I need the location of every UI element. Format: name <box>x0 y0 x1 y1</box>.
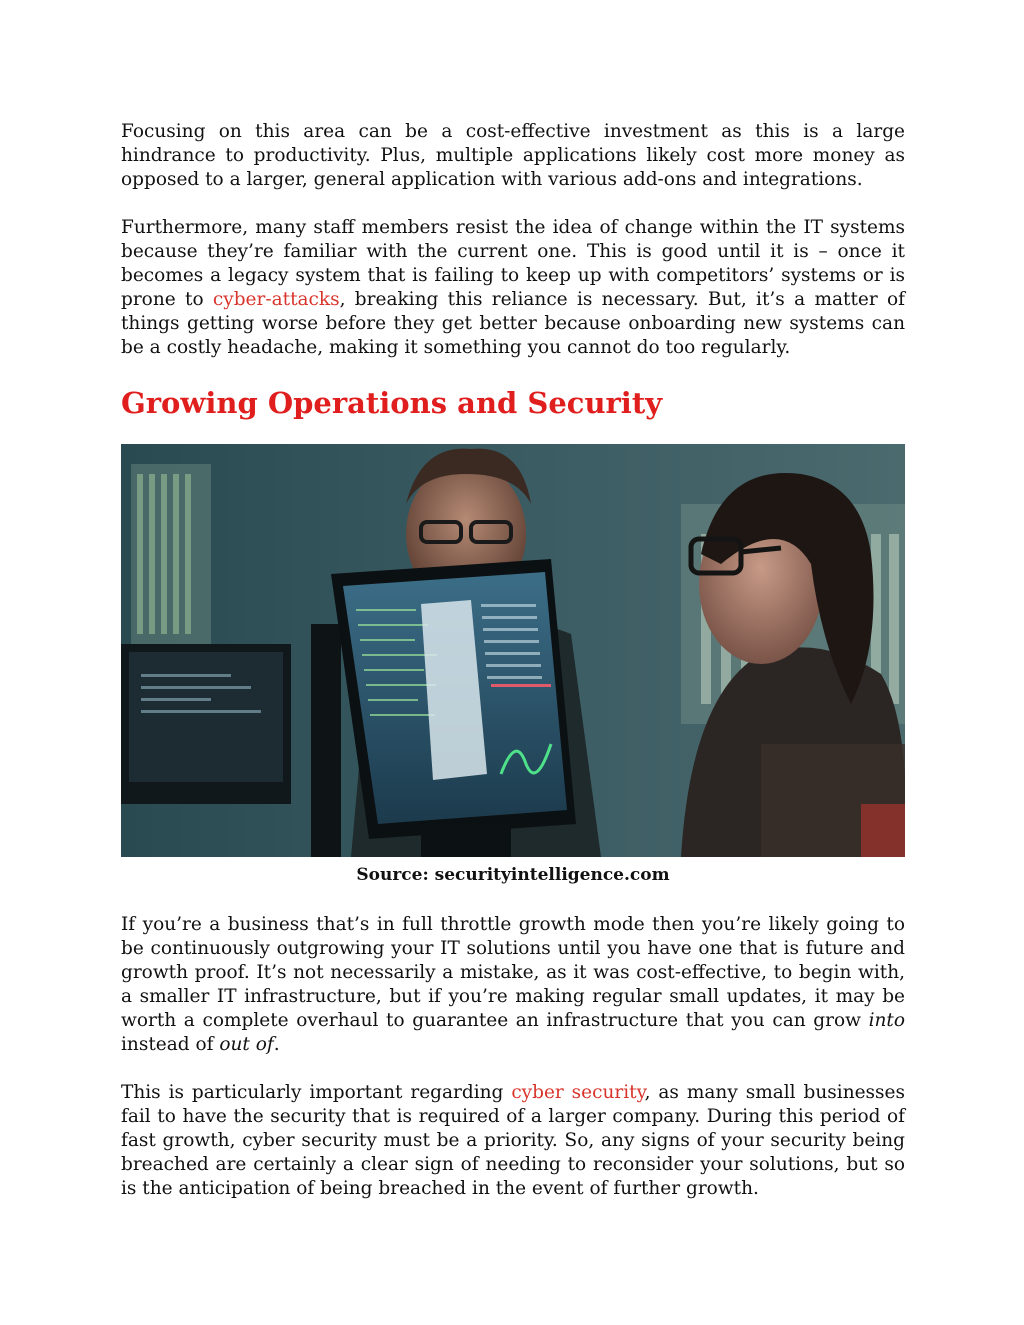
paragraph-growth-text-start: If you’re a business that’s in full throttle growth mode then you’re likely going to be continuously outgrowing your IT solutions until you have one that is future and growth proof. It’s not necessarily a mistake, as it was cost-effective, to begin with, a smaller IT infrastructure, but if you’re making regular small updates, it may be worth a complete overhaul to guarantee an infrastructure that you can grow <box>121 914 905 1031</box>
image-source-caption: Source: securityintelligence.com <box>356 865 670 885</box>
section-heading: Growing Operations and Security <box>121 386 663 420</box>
paragraph-security-text-start: This is particularly important regarding <box>121 1082 512 1103</box>
paragraph-cyber-security <box>121 1081 905 1201</box>
cyber-security-link[interactable]: cyber security <box>511 1082 645 1103</box>
emphasis-out-of: out of <box>219 1034 274 1055</box>
paragraph-growth-text-end: . <box>273 1034 280 1055</box>
paragraph-legacy-text-start: Furthermore, many staff members resist the idea of change within the IT systems because they’re familiar with the current one. This is good until it is – once it becomes a legacy system that is failing to keep up with competitors’ systems or is prone to <box>121 217 905 310</box>
emphasis-into: into <box>868 1010 905 1031</box>
paragraph-security-text-end: , as many small businesses fail to have the security that is required of a larger company. During this period of fast growth, cyber security must be a priority. So, any signs of your security being breached are certainly a clear sign of needing to reconsider your solutions, but so is the anticipation of being breached in the event of further growth. <box>121 1082 905 1199</box>
security-operations-photo <box>121 444 905 857</box>
paragraph-legacy-systems <box>121 216 905 360</box>
paragraph-legacy-text-end: , breaking this reliance is necessary. But, it’s a matter of things getting worse before they get better because onboarding new systems can be a costly headache, making it something you cannot do too regularly. <box>121 289 905 358</box>
paragraph-growth-text-middle: instead of <box>121 1034 220 1055</box>
photo-illustration <box>121 444 905 857</box>
paragraph-growth <box>121 913 905 1057</box>
document-page <box>121 120 905 1201</box>
paragraph-intro: Focusing on this area can be a cost-effective investment as this is a large hindrance to productivity. Plus, multiple applications likely cost more money as opposed to a larger, general application with various add-ons and integrations. <box>121 121 905 190</box>
cyber-attacks-link[interactable]: cyber-attacks <box>212 289 340 310</box>
